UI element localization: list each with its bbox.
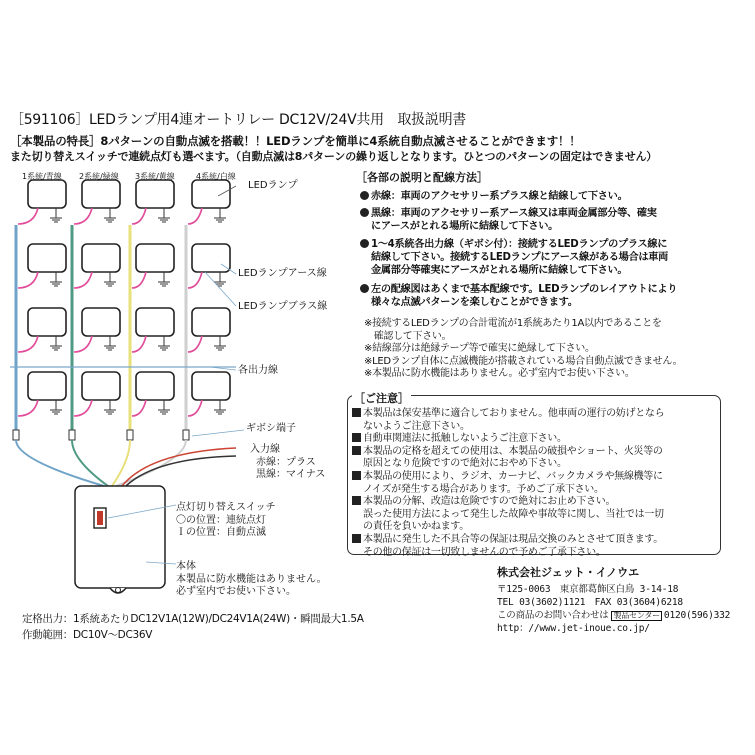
output-wire-3 <box>112 440 130 486</box>
mount-hole-icon <box>116 588 121 593</box>
led-lamp <box>82 372 120 400</box>
caution-4-text-1: 本製品の使用により、ラジオ、カーナビ、バックカメラや無線機等に <box>363 470 663 482</box>
wiring-item-layout-text-2: 様々な点滅パターンを楽しむことができます。 <box>371 297 578 308</box>
led-lamp <box>192 244 230 272</box>
led-plus-wire <box>132 272 146 288</box>
channel-label-3: 3系統/黄線 <box>135 172 175 181</box>
gibosi-terminal-3 <box>127 430 133 440</box>
input-wire-red: 赤線：プラス <box>256 456 316 468</box>
wiring-note-5: ※本製品に防水機能はありません。必ず室内でお使い下さい。 <box>364 368 635 379</box>
body-title: 本体 <box>176 561 196 572</box>
wiring-note-4: ※LEDランプ自体に点滅機能が搭載されている場合自動点滅できません。 <box>364 355 683 367</box>
input-wire-info <box>250 444 325 482</box>
square-bullet-icon <box>352 446 361 455</box>
support-badge: 製品センター <box>613 611 660 620</box>
support-number: 0120(596)332 <box>663 610 731 621</box>
led-plus-wire <box>74 272 92 288</box>
led-lamp <box>136 308 174 336</box>
gibosi-terminal-4 <box>183 430 189 440</box>
switch-info <box>176 502 276 540</box>
wiring-notes <box>364 318 682 381</box>
channel-label-4: 4系統/白線 <box>196 172 236 181</box>
channel-label-2: 2系統/緑線 <box>79 172 119 181</box>
gibosi-terminal-2 <box>69 430 75 440</box>
switch-title: 点灯切り替えスイッチ <box>176 502 276 513</box>
caution-4-text-2: ノイズが発生する場合があります。予めご了承下さい。 <box>363 483 604 495</box>
company-phone: TEL 03(3602)1121 FAX 03(3604)6218 <box>497 597 683 608</box>
leader-gibosi <box>192 430 244 436</box>
led-lamp <box>28 244 66 272</box>
led-plus-wire <box>74 208 92 224</box>
wiring-note-3: ※結線部分は絶縁テープ等で確実に絶縁して下さい。 <box>364 343 595 354</box>
led-lamp <box>28 180 66 208</box>
caution-5-text-1: 本製品の分解、改造は危険ですので絶対にお止め下さい。 <box>363 496 616 508</box>
company-address: 〒125-0063 東京都葛飾区白鳥 3-14-18 <box>497 584 679 595</box>
led-plus-wire <box>132 400 146 416</box>
led-plus-wire <box>18 336 38 352</box>
wiring-item-outputs-text-1: 1～4系統各出力線（ギボシ付）：接続するLEDランプのプラス線に <box>371 239 668 250</box>
features-line-1: ［本製品の特長］8パターンの自動点滅を搭載！！LEDランプを簡単に4系統自動点滅させることができます！！ <box>10 134 581 148</box>
caution-3-text-1: 本製品の定格を超えての使用は、本製品の破損やショート、火災等の <box>363 445 663 457</box>
led-lamp <box>136 372 174 400</box>
company-support <box>497 611 730 621</box>
wiring-note-1: ※接続するLEDランプの合計電流が1系統あたり1A以内であることを <box>364 318 662 329</box>
caution-list <box>352 408 664 559</box>
spec-rating: 定格出力：1系統あたりDC12V1A(12W)/DC24V1A(24W)・瞬間最大1.5A <box>22 613 364 625</box>
features-line-2: また切り替えスイッチで連続点灯も選べます。（自動点滅は8パターンの繰り返しとなります。ひとつのパターンの固定はできません） <box>10 150 658 163</box>
wiring-item-layout-text-1: 左の配線図はあくまで基本配線です。LEDランプのレイアウトにより <box>371 284 678 295</box>
switch-position-i: Ｉの位置：自動点滅 <box>176 527 266 538</box>
label-led-lamp: LEDランプ <box>248 180 298 191</box>
label-led-ground-wire: LEDランプアース線 <box>238 268 327 279</box>
channel-label-1: 1系統/青線 <box>22 172 62 181</box>
switch-toggle <box>97 511 103 525</box>
company-name: 株式会社ジェット・イノウエ <box>497 566 640 579</box>
switch-position-o: 〇の位置：連続点灯 <box>176 514 266 526</box>
company-url[interactable]: http：//www.jet-inoue.co.jp/ <box>497 623 650 634</box>
led-plus-wire <box>74 400 92 416</box>
led-plus-wire <box>188 336 202 352</box>
wiring-item-black-text-1: 黒線：車両のアクセサリー系アース線又は車両金属部分等、確実 <box>371 208 657 219</box>
bullet-icon <box>360 191 369 200</box>
led-lamp <box>82 180 120 208</box>
label-output-wires: 各出力線 <box>238 365 278 376</box>
led-lamp <box>192 180 230 208</box>
caution-6-text-1: 本製品に発生した不具合等の保証は現品交換のみとさせて頂きます。 <box>363 533 663 545</box>
input-wire-title: 入力線 <box>250 444 280 455</box>
caution-5-text-3: の責任を負いかねます。 <box>363 521 469 533</box>
label-led-plus-wire: LEDランプブラス線 <box>238 301 328 312</box>
bullet-icon <box>360 208 369 217</box>
square-bullet-icon <box>352 408 361 417</box>
led-lamp <box>82 308 120 336</box>
led-plus-wire <box>132 336 146 352</box>
wiring-heading: ［各部の説明と配線方法］ <box>356 171 488 184</box>
caution-3-text-2: 原因となり危険ですので絶対におやめ下さい。 <box>363 458 567 470</box>
led-lamp <box>136 244 174 272</box>
caution-heading: ［ご注意］ <box>354 392 409 405</box>
wiring-item-outputs-text-3: 金属部分等確実にアースがとれる場所に結線して下さい。 <box>371 265 628 276</box>
led-lamp <box>82 244 120 272</box>
led-plus-wire <box>188 208 202 224</box>
caution-2-text-1: 自動車関連法に抵触しないようご注意下さい。 <box>363 433 567 445</box>
wiring-item-red-text: 赤線：車両のアクセサリー系プラス線と結線して下さい。 <box>371 191 628 202</box>
caution-5-text-2: 誤った使用方法によって発生した故障や事故等に関し、当社では一切 <box>363 508 664 520</box>
led-lamp <box>136 180 174 208</box>
wiring-item-red <box>360 190 627 203</box>
label-gibosi-terminal: ギボシ端子 <box>246 423 296 434</box>
led-lamp <box>28 372 66 400</box>
wiring-note-2: 確認して下さい。 <box>364 330 452 342</box>
caution-1-text-1: 本製品は保安基準に適合しておりません。他車両の運行の妨げとなら <box>363 408 665 419</box>
led-plus-wire <box>18 208 38 224</box>
wiring-item-outputs-text-2: 結線して下さい。接続するLEDランプにアース線がある場合は車両 <box>371 252 669 263</box>
output-wire-2 <box>72 440 108 486</box>
gibosi-terminal-1 <box>13 430 19 440</box>
led-plus-wire <box>188 400 202 416</box>
led-plus-wire <box>188 272 202 288</box>
support-prefix: この商品のお問い合わせは <box>497 610 609 621</box>
led-plus-wire <box>18 400 38 416</box>
led-lamp <box>28 308 66 336</box>
relay-body <box>75 486 165 588</box>
wiring-item-black-text-2: にアースがとれる場所に結線して下さい。 <box>371 221 559 232</box>
square-bullet-icon <box>352 471 361 480</box>
input-wire-black <box>126 456 236 486</box>
bullet-icon <box>360 284 369 293</box>
body-note-1: 本製品に防水機能はありません。 <box>176 573 327 585</box>
output-wire-1 <box>16 440 104 486</box>
wiring-item-black <box>360 207 657 233</box>
led-plus-wire <box>132 208 146 224</box>
square-bullet-icon <box>352 496 361 505</box>
led-lamp <box>192 372 230 400</box>
caution-6-text-2: その他の保証は一切致しませんので予めご了承下さい。 <box>363 546 606 558</box>
document-title: ［591106］LEDランプ用4連オートリレー DC12V/24V共用 取扱説明書 <box>10 112 466 128</box>
body-info <box>176 561 327 599</box>
square-bullet-icon <box>352 534 361 543</box>
led-lamp <box>192 308 230 336</box>
bullet-icon <box>360 239 369 248</box>
led-plus-wire <box>74 336 92 352</box>
spec-range: 作動範囲：DC10V～DC36V <box>22 629 153 641</box>
wiring-item-layout <box>360 283 677 309</box>
input-wire-black: 黒線：マイナス <box>256 469 326 480</box>
caution-1-text-2: ないようご注意下さい。 <box>363 420 470 432</box>
wiring-item-outputs <box>360 238 668 277</box>
square-bullet-icon <box>352 433 361 442</box>
body-note-2: 必ず室内でお使い下さい。 <box>176 586 296 597</box>
led-plus-wire <box>18 272 38 288</box>
